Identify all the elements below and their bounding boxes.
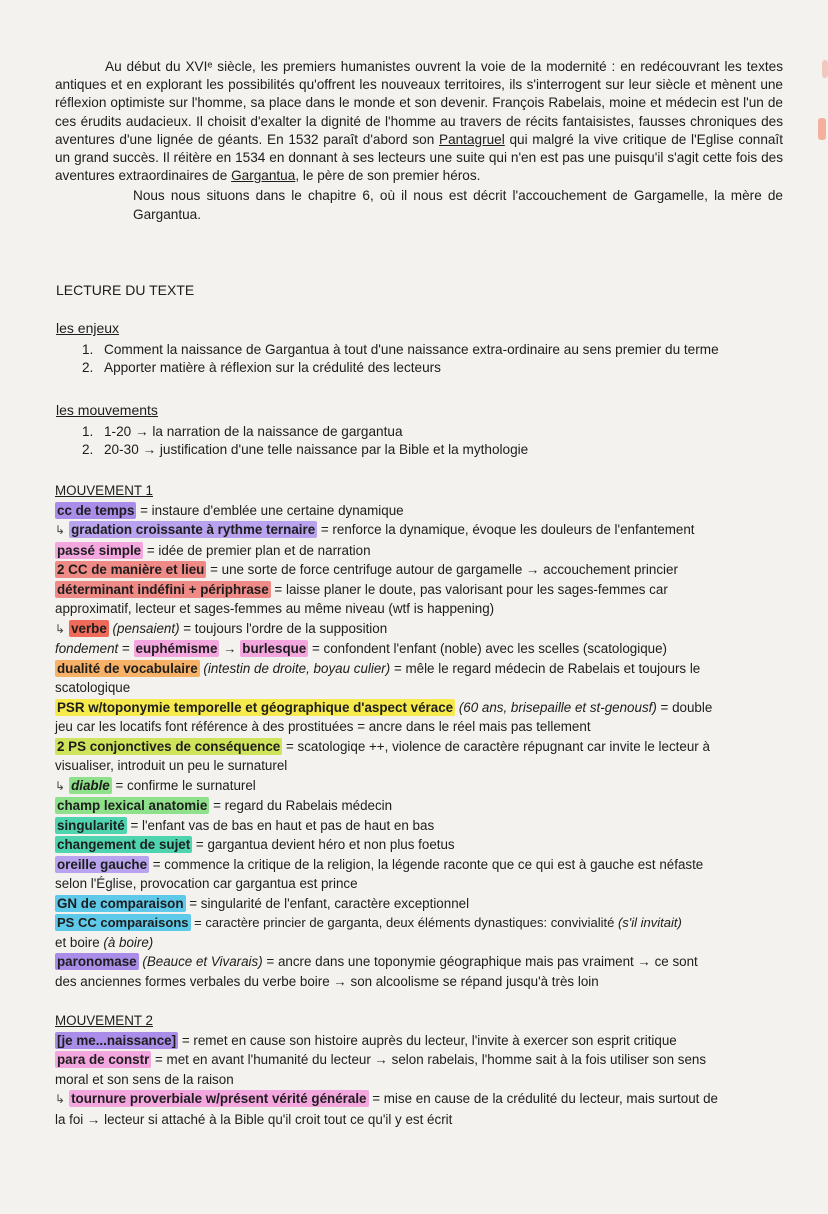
note-line: ↳ gradation croissante à rythme ternaire = renforce la dynamique, évoque les douleurs de l'enfantement: [55, 522, 695, 537]
note-line: déterminant indéfini + périphrase = laisse planer le doute, pas valorisant pour les sages-femmes car: [57, 581, 668, 597]
highlight: cc de temps: [57, 502, 135, 518]
highlight: singularité: [57, 817, 125, 833]
note-line: [je me...naissance] = remet en cause son histoire auprès du lecteur, l'invite à exercer son esprit critique: [57, 1032, 677, 1048]
enjeux-title: les enjeux: [56, 320, 120, 336]
note-line: passé simple = idée de premier plan et de narration: [57, 542, 371, 558]
list-item: 2. Apporter matière à réflexion sur la crédulité des lecteurs: [82, 360, 441, 375]
highlight: euphémisme: [135, 641, 218, 656]
highlight: [je me...naissance]: [57, 1032, 177, 1048]
highlight: 2 CC de manière et lieu: [57, 562, 205, 577]
list-item: 2. 20-30 → justification d'une telle naissance par la Bible et la mythologie: [82, 442, 529, 457]
highlight: GN de comparaison: [57, 895, 184, 911]
note-line: cc de temps = instaure d'emblée une certaine dynamique: [57, 502, 404, 518]
note-continuation: jeu car les locatifs font référence à des prostituées = ancre dans le réel mais pas tellement: [55, 719, 591, 734]
highlight: para de constr: [57, 1052, 150, 1067]
highlight: diable: [71, 777, 110, 793]
highlight: oreille gauche: [57, 856, 148, 872]
note-continuation: selon l'Église, provocation car gargantua est prince: [55, 876, 358, 891]
highlight: tournure proverbiale w/présent vérité générale: [71, 1091, 367, 1106]
highlight: champ lexical anatomie: [57, 798, 208, 813]
note-line: PSR w/toponymie temporelle et géographique d'aspect vérace (60 ans, brisepaille et st-genousf) = double: [57, 699, 713, 715]
note-line: dualité de vocabulaire (intestin de droite, boyau culier) = mêle le regard médecin de Rabelais et toujours le: [57, 660, 701, 676]
margin-highlight-mark: [818, 118, 826, 140]
mouvements-list: [82, 423, 528, 459]
title-gargantua: Gargantua: [231, 168, 296, 184]
note-line: 2 CC de manière et lieu = une sorte de force centrifuge autour de gargamelle → accouchement princier: [57, 562, 678, 577]
margin-highlight-mark: [822, 60, 828, 78]
note-continuation: et boire (à boire): [55, 934, 154, 950]
note-line: ↳ tournure proverbiale w/présent vérité générale = mise en cause de la crédulité du lecteur, mais surtout de: [55, 1091, 718, 1106]
note-continuation: approximatif, lecteur et sages-femmes au même niveau (wtf is happening): [55, 601, 495, 616]
highlight: changement de sujet: [57, 837, 191, 852]
note-continuation: visualiser, introduit un peu le surnaturel: [55, 758, 288, 773]
note-line: para de constr = met en avant l'humanité du lecteur → selon rabelais, l'homme sait à la fois utiliser son sens: [57, 1052, 707, 1067]
note-line: GN de comparaison = singularité de l'enfant, caractère exceptionnel: [57, 895, 470, 911]
intro-context-paragraph: Nous nous situons dans le chapitre 6, où il nous est décrit l'accouchement de Gargamelle, la mère de Gargantua.: [133, 188, 783, 222]
note-line: champ lexical anatomie = regard du Rabelais médecin: [57, 798, 393, 813]
highlight: PSR w/toponymie temporelle et géographique d'aspect vérace: [57, 699, 454, 715]
title-pantagruel: Pantagruel: [439, 131, 505, 147]
note-line: fondement = euphémisme → burlesque = confondent l'enfant (noble) avec les scelles (scatologique): [55, 641, 668, 656]
list-item: 1. 1-20 → la narration de la naissance de gargantua: [82, 424, 403, 439]
highlight: déterminant indéfini + périphrase: [57, 581, 269, 597]
note-line: singularité = l'enfant vas de bas en haut et pas de haut en bas: [57, 817, 435, 833]
list-item: 1. Comment la naissance de Gargantua à tout d'une naissance extra-ordinaire au sens premier du terme: [82, 342, 719, 357]
note-continuation: moral et son sens de la raison: [55, 1071, 234, 1087]
note-continuation: des anciennes formes verbales du verbe boire → son alcoolisme se répand jusqu'à très loin: [55, 973, 599, 989]
highlight: 2 PS conjonctives de conséquence: [57, 738, 281, 754]
note-line: paronomase (Beauce et Vivarais) = ancre dans une toponymie géographique mais pas vraiment → ce sont: [57, 954, 698, 969]
note-line: ↳ verbe (pensaient) = toujours l'ordre de la supposition: [55, 620, 388, 636]
intro-paragraph: Au début du XVIᵉ siècle, les premiers humanistes ouvrent la voie de la modernité : en redécouvrant les textes antiques et en explorant les possibilités qu'offrent les nouveaux territoires, ils s'interrogent sur leur siècle et mènent une réflexion optimiste sur l'homme, sa place dans le monde et son devenir. François Rabelais, moine et médecin est l'un de ces érudits audacieux. Il choisit d'exalter la dignité de l'homme au travers de récits fantaisistes, fausses chroniques des aventures d'une lignée de géants. En 1532 paraît d'abord son Pantagruel qui malgré la vive critique de l'Eglise connaît un grand succès. Il réitère en 1534 en donnant à ses lecteurs une suite qui n'en est pas une puisqu'il s'agit cette fois des aventures extraordinaires de Gargantua, le père de son premier héros.: [55, 59, 783, 184]
note-continuation: la foi → lecteur si attaché à la Bible qu'il croit tout ce qu'il y est écrit: [55, 1111, 453, 1127]
highlight: paronomase: [57, 954, 137, 969]
note-line: oreille gauche = commence la critique de la religion, la légende raconte que ce qui est à gauche est néfaste: [57, 856, 704, 872]
sub-arrow-icon: ↳: [55, 1092, 66, 1106]
note-line: 2 PS conjonctives de conséquence = scatologiqe ++, violence de caractère répugnant car invite le lecteur à: [57, 738, 710, 754]
highlight: burlesque: [242, 641, 307, 656]
sub-arrow-icon: ↳: [55, 523, 66, 537]
note-line: PS CC comparaisons = caractère princier de garganta, deux éléments dynastiques: convivialité (s'il invitait): [57, 915, 682, 930]
note-line: ↳ diable = confirme le surnaturel: [55, 777, 256, 793]
highlight: passé simple: [57, 542, 142, 558]
highlight: verbe: [71, 620, 107, 636]
highlight: PS CC comparaisons: [57, 915, 189, 930]
mouvements-title: les mouvements: [56, 402, 158, 418]
section-title: LECTURE DU TEXTE: [56, 282, 195, 298]
mouvement-2-title: MOUVEMENT 2: [55, 1013, 153, 1028]
introduction: [55, 58, 783, 224]
mouvement-1-title: MOUVEMENT 1: [55, 483, 153, 498]
enjeux-list: [82, 341, 719, 377]
note-line: changement de sujet = gargantua devient héro et non plus foetus: [57, 837, 455, 852]
highlight: gradation croissante à rythme ternaire: [71, 522, 316, 537]
note-continuation: scatologique: [55, 680, 131, 695]
sub-arrow-icon: ↳: [55, 778, 66, 793]
analysis-notes: [55, 481, 785, 1129]
highlight: dualité de vocabulaire: [57, 660, 198, 676]
sub-arrow-icon: ↳: [55, 621, 66, 636]
